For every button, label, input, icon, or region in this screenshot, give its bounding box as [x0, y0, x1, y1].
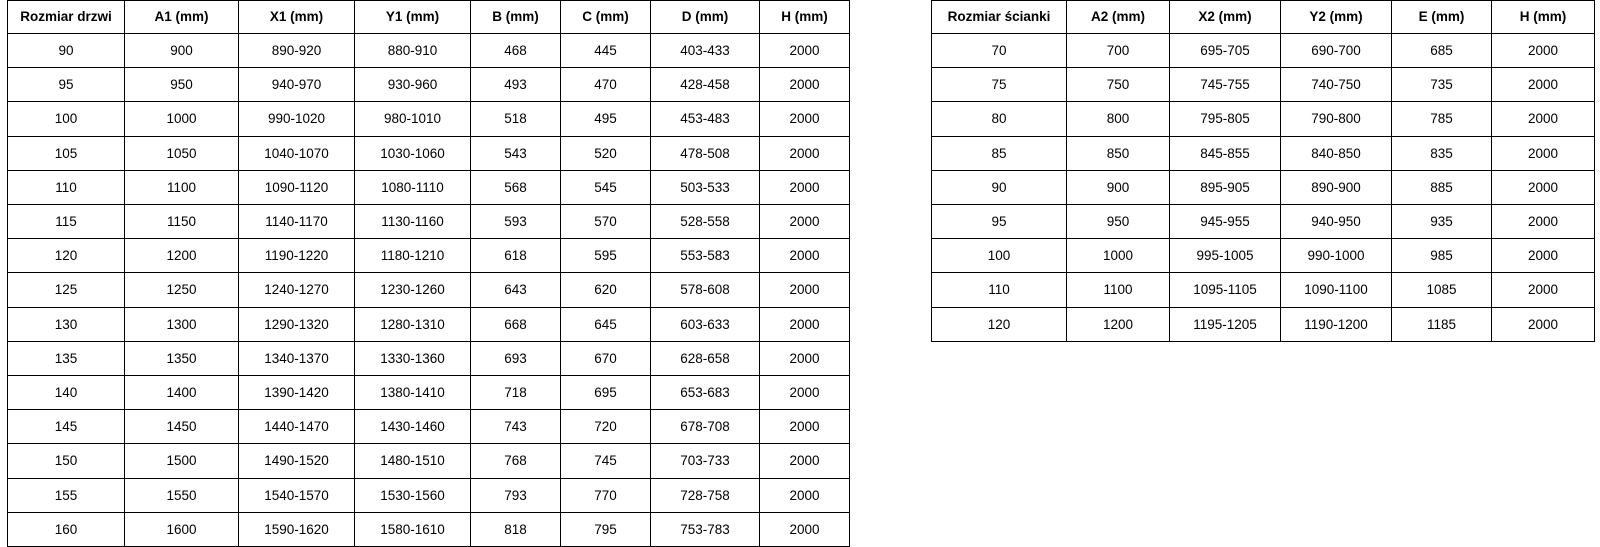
- table-cell: 845-855: [1170, 136, 1281, 170]
- table-cell: 990-1000: [1281, 239, 1392, 273]
- table-cell: 1085: [1392, 273, 1492, 307]
- table-cell: 115: [8, 205, 125, 239]
- table-cell: 1080-1110: [355, 170, 471, 204]
- table-cell: 445: [561, 34, 651, 68]
- table-cell: 940-950: [1281, 205, 1392, 239]
- table-cell: 110: [932, 273, 1067, 307]
- table-cell: 720: [561, 410, 651, 444]
- table-row: [8, 478, 850, 512]
- table-cell: 90: [932, 170, 1067, 204]
- column-header: D (mm): [651, 1, 760, 34]
- table-cell: 1300: [125, 307, 239, 341]
- table-row: [932, 273, 1595, 307]
- table-row: [8, 376, 850, 410]
- table-cell: 570: [561, 205, 651, 239]
- table-cell: 940-970: [239, 68, 355, 102]
- table-cell: 95: [932, 205, 1067, 239]
- table-cell: 1200: [125, 239, 239, 273]
- table-cell: 545: [561, 170, 651, 204]
- table-header-row: [8, 1, 850, 34]
- table-cell: 1140-1170: [239, 205, 355, 239]
- table-cell: 130: [8, 307, 125, 341]
- table-cell: 628-658: [651, 341, 760, 375]
- table-cell: 528-558: [651, 205, 760, 239]
- table-cell: 145: [8, 410, 125, 444]
- table-cell: 645: [561, 307, 651, 341]
- table-cell: 2000: [1492, 170, 1595, 204]
- table-cell: 745-755: [1170, 68, 1281, 102]
- table-cell: 1095-1105: [1170, 273, 1281, 307]
- table-cell: 2000: [760, 68, 850, 102]
- table-cell: 1580-1610: [355, 512, 471, 546]
- table-row: [932, 34, 1595, 68]
- table-cell: 678-708: [651, 410, 760, 444]
- table-cell: 90: [8, 34, 125, 68]
- table-cell: 568: [471, 170, 561, 204]
- table-cell: 693: [471, 341, 561, 375]
- table-cell: 520: [561, 136, 651, 170]
- table-cell: 795-805: [1170, 102, 1281, 136]
- table-cell: 2000: [760, 170, 850, 204]
- table-cell: 1550: [125, 478, 239, 512]
- table-header-row: [932, 1, 1595, 34]
- table-cell: 2000: [760, 341, 850, 375]
- table-row: [8, 410, 850, 444]
- table-cell: 745: [561, 444, 651, 478]
- table-row: [8, 512, 850, 546]
- table-cell: 950: [1067, 205, 1170, 239]
- table-cell: 768: [471, 444, 561, 478]
- table-cell: 670: [561, 341, 651, 375]
- table-cell: 593: [471, 205, 561, 239]
- table-cell: 135: [8, 341, 125, 375]
- column-header: Rozmiar ścianki: [932, 1, 1067, 34]
- table-cell: 880-910: [355, 34, 471, 68]
- table-cell: 1000: [1067, 239, 1170, 273]
- table-cell: 70: [932, 34, 1067, 68]
- table-cell: 453-483: [651, 102, 760, 136]
- table-cell: 2000: [1492, 307, 1595, 341]
- table-cell: 1530-1560: [355, 478, 471, 512]
- column-header: C (mm): [561, 1, 651, 34]
- table-cell: 740-750: [1281, 68, 1392, 102]
- table-cell: 2000: [760, 136, 850, 170]
- table-cell: 470: [561, 68, 651, 102]
- table-cell: 140: [8, 376, 125, 410]
- table-cell: 840-850: [1281, 136, 1392, 170]
- table-cell: 2000: [1492, 136, 1595, 170]
- table-cell: 85: [932, 136, 1067, 170]
- table-row: [932, 68, 1595, 102]
- table-row: [932, 307, 1595, 341]
- table-cell: 895-905: [1170, 170, 1281, 204]
- table-cell: 685: [1392, 34, 1492, 68]
- walls-dimensions-table: [931, 0, 1595, 342]
- table-cell: 753-783: [651, 512, 760, 546]
- table-row: [932, 170, 1595, 204]
- table-cell: 793: [471, 478, 561, 512]
- walls-table-container: [931, 0, 1595, 342]
- table-cell: 900: [1067, 170, 1170, 204]
- table-cell: 668: [471, 307, 561, 341]
- table-cell: 403-433: [651, 34, 760, 68]
- table-cell: 618: [471, 239, 561, 273]
- table-cell: 2000: [760, 512, 850, 546]
- table-cell: 653-683: [651, 376, 760, 410]
- table-cell: 518: [471, 102, 561, 136]
- table-cell: 1195-1205: [1170, 307, 1281, 341]
- table-cell: 125: [8, 273, 125, 307]
- table-cell: 1430-1460: [355, 410, 471, 444]
- table-cell: 1200: [1067, 307, 1170, 341]
- table-row: [8, 136, 850, 170]
- table-cell: 695: [561, 376, 651, 410]
- table-cell: 1280-1310: [355, 307, 471, 341]
- table-row: [8, 444, 850, 478]
- table-cell: 643: [471, 273, 561, 307]
- table-cell: 495: [561, 102, 651, 136]
- table-cell: 1380-1410: [355, 376, 471, 410]
- table-cell: 728-758: [651, 478, 760, 512]
- table-cell: 1050: [125, 136, 239, 170]
- table-cell: 1390-1420: [239, 376, 355, 410]
- table-row: [8, 170, 850, 204]
- table-cell: 1180-1210: [355, 239, 471, 273]
- table-cell: 1480-1510: [355, 444, 471, 478]
- table-cell: 985: [1392, 239, 1492, 273]
- table-cell: 1330-1360: [355, 341, 471, 375]
- table-cell: 155: [8, 478, 125, 512]
- table-cell: 790-800: [1281, 102, 1392, 136]
- table-cell: 478-508: [651, 136, 760, 170]
- table-cell: 2000: [1492, 102, 1595, 136]
- table-cell: 1240-1270: [239, 273, 355, 307]
- table-cell: 1350: [125, 341, 239, 375]
- table-cell: 1400: [125, 376, 239, 410]
- table-cell: 735: [1392, 68, 1492, 102]
- table-cell: 890-900: [1281, 170, 1392, 204]
- table-cell: 2000: [1492, 273, 1595, 307]
- table-cell: 120: [8, 239, 125, 273]
- table-cell: 935: [1392, 205, 1492, 239]
- table-cell: 2000: [760, 444, 850, 478]
- table-cell: 2000: [1492, 205, 1595, 239]
- table-cell: 100: [8, 102, 125, 136]
- table-cell: 428-458: [651, 68, 760, 102]
- table-cell: 2000: [760, 478, 850, 512]
- table-cell: 743: [471, 410, 561, 444]
- table-cell: 2000: [760, 102, 850, 136]
- table-cell: 603-633: [651, 307, 760, 341]
- table-cell: 1100: [125, 170, 239, 204]
- column-header: X1 (mm): [239, 1, 355, 34]
- column-header: Rozmiar drzwi: [8, 1, 125, 34]
- table-cell: 890-920: [239, 34, 355, 68]
- table-cell: 718: [471, 376, 561, 410]
- table-cell: 1090-1100: [1281, 273, 1392, 307]
- table-row: [8, 34, 850, 68]
- table-cell: 120: [932, 307, 1067, 341]
- table-cell: 493: [471, 68, 561, 102]
- table-row: [8, 307, 850, 341]
- table-cell: 990-1020: [239, 102, 355, 136]
- table-cell: 1500: [125, 444, 239, 478]
- table-cell: 2000: [760, 205, 850, 239]
- table-cell: 795: [561, 512, 651, 546]
- table-cell: 1250: [125, 273, 239, 307]
- table-cell: 620: [561, 273, 651, 307]
- table-cell: 1440-1470: [239, 410, 355, 444]
- table-cell: 770: [561, 478, 651, 512]
- table-cell: 1185: [1392, 307, 1492, 341]
- table-cell: 1600: [125, 512, 239, 546]
- table-cell: 945-955: [1170, 205, 1281, 239]
- table-cell: 818: [471, 512, 561, 546]
- column-header: B (mm): [471, 1, 561, 34]
- table-cell: 1030-1060: [355, 136, 471, 170]
- table-cell: 995-1005: [1170, 239, 1281, 273]
- table-cell: 553-583: [651, 239, 760, 273]
- table-cell: 785: [1392, 102, 1492, 136]
- table-row: [932, 239, 1595, 273]
- table-cell: 1290-1320: [239, 307, 355, 341]
- table-cell: 1150: [125, 205, 239, 239]
- table-cell: 700: [1067, 34, 1170, 68]
- table-cell: 468: [471, 34, 561, 68]
- column-header: A1 (mm): [125, 1, 239, 34]
- table-cell: 578-608: [651, 273, 760, 307]
- table-row: [8, 205, 850, 239]
- table-cell: 2000: [760, 34, 850, 68]
- table-cell: 2000: [1492, 68, 1595, 102]
- table-cell: 750: [1067, 68, 1170, 102]
- table-cell: 1090-1120: [239, 170, 355, 204]
- table-cell: 900: [125, 34, 239, 68]
- table-cell: 885: [1392, 170, 1492, 204]
- table-cell: 1450: [125, 410, 239, 444]
- column-header: H (mm): [760, 1, 850, 34]
- table-row: [932, 205, 1595, 239]
- table-cell: 95: [8, 68, 125, 102]
- column-header: Y2 (mm): [1281, 1, 1392, 34]
- table-row: [8, 102, 850, 136]
- table-cell: 2000: [760, 410, 850, 444]
- table-cell: 1340-1370: [239, 341, 355, 375]
- table-row: [8, 68, 850, 102]
- table-cell: 2000: [1492, 34, 1595, 68]
- table-cell: 75: [932, 68, 1067, 102]
- table-cell: 110: [8, 170, 125, 204]
- table-cell: 503-533: [651, 170, 760, 204]
- table-cell: 1100: [1067, 273, 1170, 307]
- column-header: A2 (mm): [1067, 1, 1170, 34]
- table-cell: 980-1010: [355, 102, 471, 136]
- table-cell: 930-960: [355, 68, 471, 102]
- table-cell: 80: [932, 102, 1067, 136]
- table-cell: 160: [8, 512, 125, 546]
- table-cell: 1540-1570: [239, 478, 355, 512]
- table-cell: 150: [8, 444, 125, 478]
- table-cell: 1000: [125, 102, 239, 136]
- table-cell: 950: [125, 68, 239, 102]
- doors-dimensions-table: [7, 0, 850, 547]
- table-cell: 1190-1200: [1281, 307, 1392, 341]
- table-cell: 595: [561, 239, 651, 273]
- table-cell: 1040-1070: [239, 136, 355, 170]
- column-header: X2 (mm): [1170, 1, 1281, 34]
- table-row: [8, 273, 850, 307]
- table-cell: 835: [1392, 136, 1492, 170]
- table-cell: 543: [471, 136, 561, 170]
- table-row: [8, 239, 850, 273]
- table-cell: 2000: [760, 273, 850, 307]
- table-cell: 1130-1160: [355, 205, 471, 239]
- table-cell: 703-733: [651, 444, 760, 478]
- table-row: [8, 341, 850, 375]
- table-cell: 105: [8, 136, 125, 170]
- table-cell: 2000: [760, 307, 850, 341]
- column-header: Y1 (mm): [355, 1, 471, 34]
- table-cell: 695-705: [1170, 34, 1281, 68]
- table-cell: 2000: [1492, 239, 1595, 273]
- table-row: [932, 136, 1595, 170]
- table-cell: 1190-1220: [239, 239, 355, 273]
- table-cell: 2000: [760, 376, 850, 410]
- doors-table-container: [7, 0, 850, 547]
- table-cell: 100: [932, 239, 1067, 273]
- column-header: H (mm): [1492, 1, 1595, 34]
- table-row: [932, 102, 1595, 136]
- table-cell: 1490-1520: [239, 444, 355, 478]
- table-cell: 1230-1260: [355, 273, 471, 307]
- table-cell: 800: [1067, 102, 1170, 136]
- table-cell: 2000: [760, 239, 850, 273]
- table-cell: 690-700: [1281, 34, 1392, 68]
- table-cell: 850: [1067, 136, 1170, 170]
- table-cell: 1590-1620: [239, 512, 355, 546]
- column-header: E (mm): [1392, 1, 1492, 34]
